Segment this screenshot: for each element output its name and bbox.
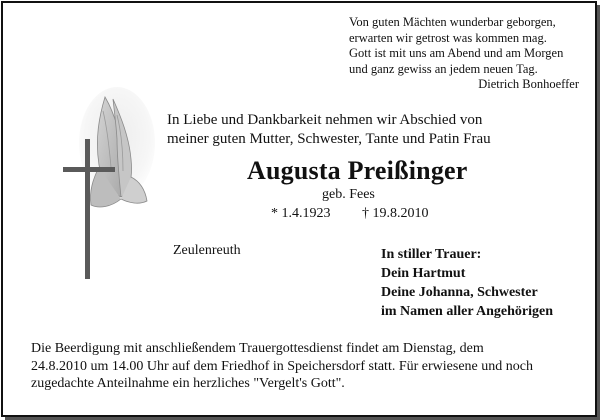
notice-line: zugedachte Anteilnahme ein herzliches "Vergelt's Gott". [31, 376, 345, 391]
birth-name: geb. Fees [322, 187, 375, 202]
emblem [59, 87, 163, 279]
obituary-card [1, 1, 597, 417]
intro-line: In Liebe und Dankbarkeit nehmen wir Abschied von [167, 112, 483, 128]
poem-line: erwarten wir getrost was kommen mag. [349, 30, 547, 45]
notice-line: 24.8.2010 um 14.00 Uhr auf dem Friedhof in Speichersdorf statt. Für erwiesene und noch [31, 358, 533, 374]
praying-hands-icon [79, 87, 155, 207]
birth-date: * 1.4.1923 [271, 206, 331, 221]
residence: Zeulenreuth [173, 243, 241, 258]
life-dates [271, 206, 429, 222]
death-date: † 19.8.2010 [362, 206, 429, 221]
deceased-name: Augusta Preißinger [247, 156, 468, 185]
notice-line: Die Beerdigung mit anschließendem Trauergottesdienst findet am Dienstag, dem [31, 341, 484, 356]
mourner-line: In stiller Trauer: [381, 247, 482, 262]
poem-line: und ganz gewiss an jedem neuen Tag. [349, 61, 538, 76]
funeral-notice [31, 340, 591, 393]
mourner-line: Deine Johanna, Schwester [381, 285, 538, 300]
mourners-block [381, 245, 553, 321]
intro-line: meiner guten Mutter, Schwester, Tante und Patin Frau [167, 131, 491, 147]
poem-block [349, 15, 579, 93]
poem-line: Von guten Mächten wunderbar geborgen, [349, 15, 556, 29]
poem-author: Dietrich Bonhoeffer [478, 77, 579, 91]
mourner-line: im Namen aller Angehörigen [381, 304, 554, 319]
mourner-line: Dein Hartmut [381, 266, 466, 281]
intro-text [167, 111, 527, 149]
poem-line: Gott ist mit uns am Abend und am Morgen [349, 46, 564, 60]
